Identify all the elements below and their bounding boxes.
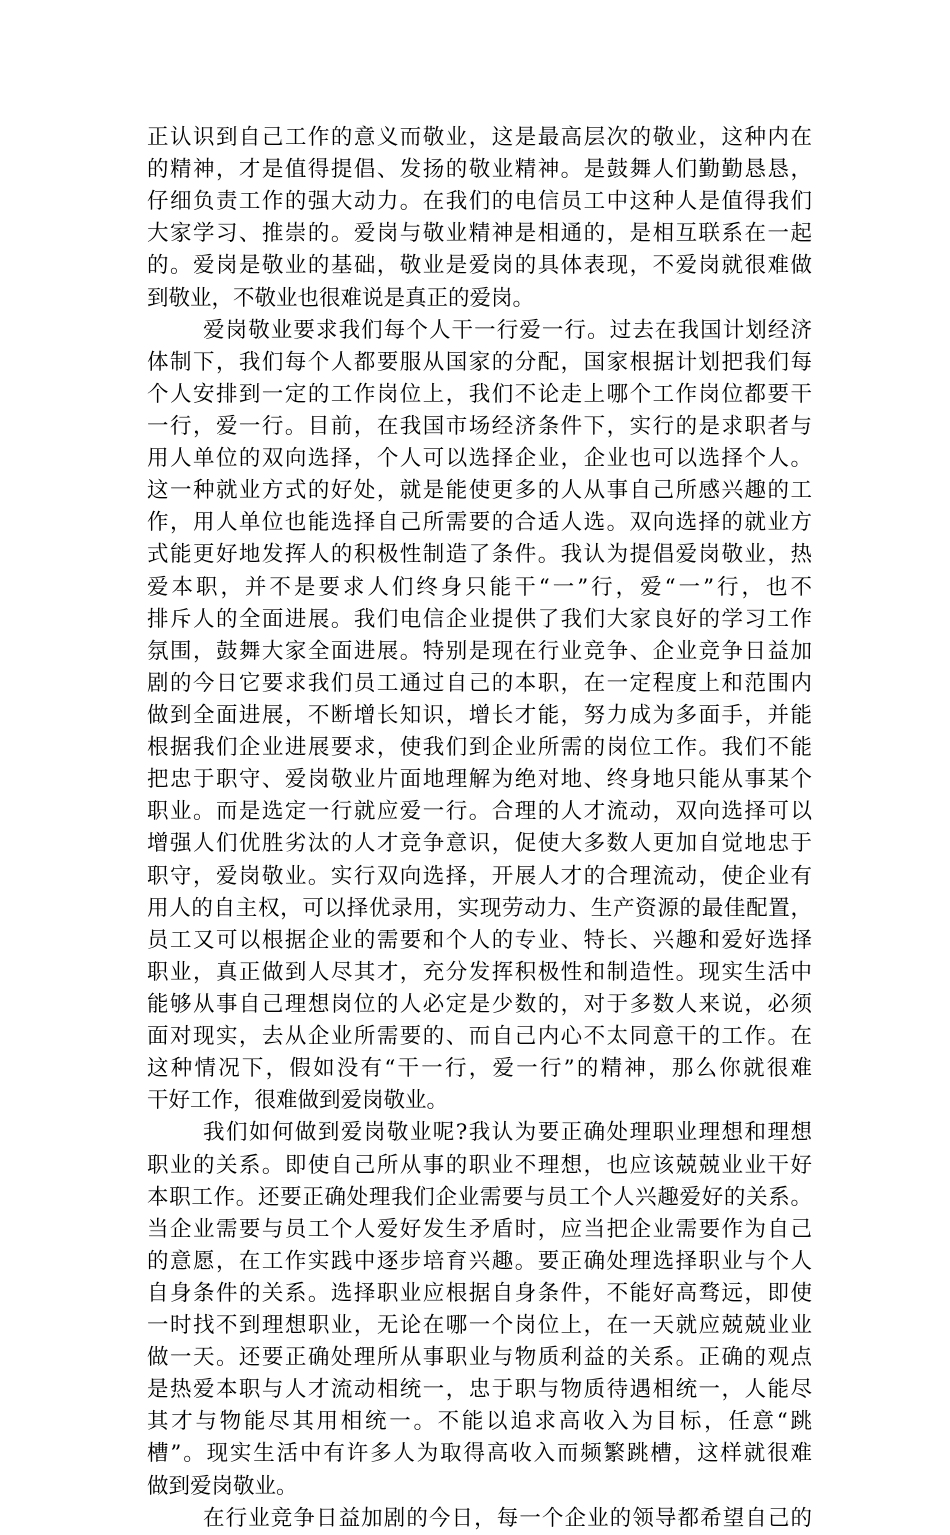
text-line: 氛围，鼓舞大家全面进展。特别是现在行业竞争、企业竞争日益加 (147, 638, 812, 664)
text-line: 是热爱本职与人才流动相统一，忠于职与物质待遇相统一，人能尽 (147, 1377, 812, 1403)
text-line: 其才与物能尽其用相统一。不能以追求高收入为目标，任意“跳 (147, 1409, 812, 1435)
text-line: 爱岗敬业要求我们每个人干一行爱一行。过去在我国计划经济 (203, 317, 812, 343)
text-line: 面对现实，去从企业所需要的、而自己内心不太同意干的工作。在 (147, 1024, 812, 1050)
text-line: 作，用人单位也能选择自己所需要的合适人选。双向选择的就业方 (147, 510, 812, 536)
text-line: 能够从事自己理想岗位的人必定是少数的，对于多数人来说，必须 (147, 991, 812, 1017)
text-line: 这一种就业方式的好处，就是能使更多的人从事自己所感兴趣的工 (147, 478, 812, 504)
text-line: 我们如何做到爱岗敬业呢?我认为要正确处理职业理想和理想 (203, 1120, 812, 1146)
text-line: 仔细负责工作的强大动力。在我们的电信员工中这种人是值得我们 (147, 189, 812, 215)
text-line: 自身条件的关系。选择职业应根据自身条件，不能好高骛远，即使 (147, 1280, 812, 1306)
text-line: 做到爱岗敬业。 (147, 1473, 298, 1499)
text-line: 爱本职，并不是要求人们终身只能干“一”行，爱“一”行，也不 (147, 574, 812, 600)
text-line: 职业。而是选定一行就应爱一行。合理的人才流动，双向选择可以 (147, 799, 812, 825)
text-line: 干好工作，很难做到爱岗敬业。 (147, 1088, 449, 1114)
text-line: 职业，真正做到人尽其才，充分发挥积极性和制造性。现实生活中 (147, 959, 812, 985)
text-line: 用人的自主权，可以择优录用，实现劳动力、生产资源的最佳配置， (147, 895, 812, 921)
text-line: 一时找不到理想职业，无论在哪一个岗位上，在一天就应兢兢业业 (147, 1313, 812, 1339)
text-line: 正认识到自己工作的意义而敬业，这是最高层次的敬业，这种内在 (147, 125, 812, 150)
text-line: 到敬业，不敬业也很难说是真正的爱岗。 (147, 285, 535, 311)
text-line: 做到全面进展，不断增长知识，增长才能，努力成为多面手，并能 (147, 702, 812, 728)
text-line: 的意愿，在工作实践中逐步培育兴趣。要正确处理选择职业与个人 (147, 1248, 812, 1274)
text-line: 的。爱岗是敬业的基础，敬业是爱岗的具体表现，不爱岗就很难做 (147, 253, 812, 279)
text-line: 大家学习、推崇的。爱岗与敬业精神是相通的，是相互联系在一起 (147, 221, 812, 247)
text-line: 做一天。还要正确处理所从事职业与物质利益的关系。正确的观点 (147, 1345, 812, 1371)
text-line: 当企业需要与员工个人爱好发生矛盾时，应当把企业需要作为自己 (147, 1216, 812, 1242)
text-line: 排斥人的全面进展。我们电信企业提供了我们大家良好的学习工作 (147, 606, 812, 632)
text-line: 职守，爱岗敬业。实行双向选择，开展人才的合理流动，使企业有 (147, 863, 812, 889)
text-line: 个人安排到一定的工作岗位上，我们不论走上哪个工作岗位都要干 (147, 381, 812, 407)
text-line: 在行业竞争日益加剧的今日，每一个企业的领导都希望自己的 (203, 1505, 812, 1531)
paragraph (147, 315, 812, 1118)
paragraph (147, 1117, 812, 1502)
text-line: 把忠于职守、爱岗敬业片面地理解为绝对地、终身地只能从事某个 (147, 767, 812, 793)
text-line: 用人单位的双向选择，个人可以选择企业，企业也可以选择个人。 (147, 446, 812, 472)
text-line: 员工又可以根据企业的需要和个人的专业、特长、兴趣和爱好选择 (147, 927, 812, 953)
text-line: 本职工作。还要正确处理我们企业需要与员工个人兴趣爱好的关系。 (147, 1184, 812, 1210)
document-body (147, 122, 812, 1535)
text-line: 式能更好地发挥人的积极性制造了条件。我认为提倡爱岗敬业，热 (147, 542, 812, 568)
text-line: 一行，爱一行。目前，在我国市场经济条件下，实行的是求职者与 (147, 413, 812, 439)
text-line: 剧的今日它要求我们员工通过自己的本职，在一定程度上和范围内 (147, 670, 812, 696)
paragraph (147, 1503, 812, 1535)
text-line: 体制下，我们每个人都要服从国家的分配，国家根据计划把我们每 (147, 349, 812, 375)
text-line: 槽”。现实生活中有许多人为取得高收入而频繁跳槽，这样就很难 (147, 1441, 812, 1467)
text-line: 增强人们优胜劣汰的人才竞争意识，促使大多数人更加自觉地忠于 (147, 831, 812, 857)
text-line: 这种情况下，假如没有“干一行，爱一行”的精神，那么你就很难 (147, 1056, 812, 1082)
text-line: 根据我们企业进展要求，使我们到企业所需的岗位工作。我们不能 (147, 735, 812, 761)
text-line: 职业的关系。即使自己所从事的职业不理想，也应该兢兢业业干好 (147, 1152, 812, 1178)
paragraph (147, 122, 812, 315)
text-line: 的精神，才是值得提倡、发扬的敬业精神。是鼓舞人们勤勤恳恳， (147, 157, 812, 183)
